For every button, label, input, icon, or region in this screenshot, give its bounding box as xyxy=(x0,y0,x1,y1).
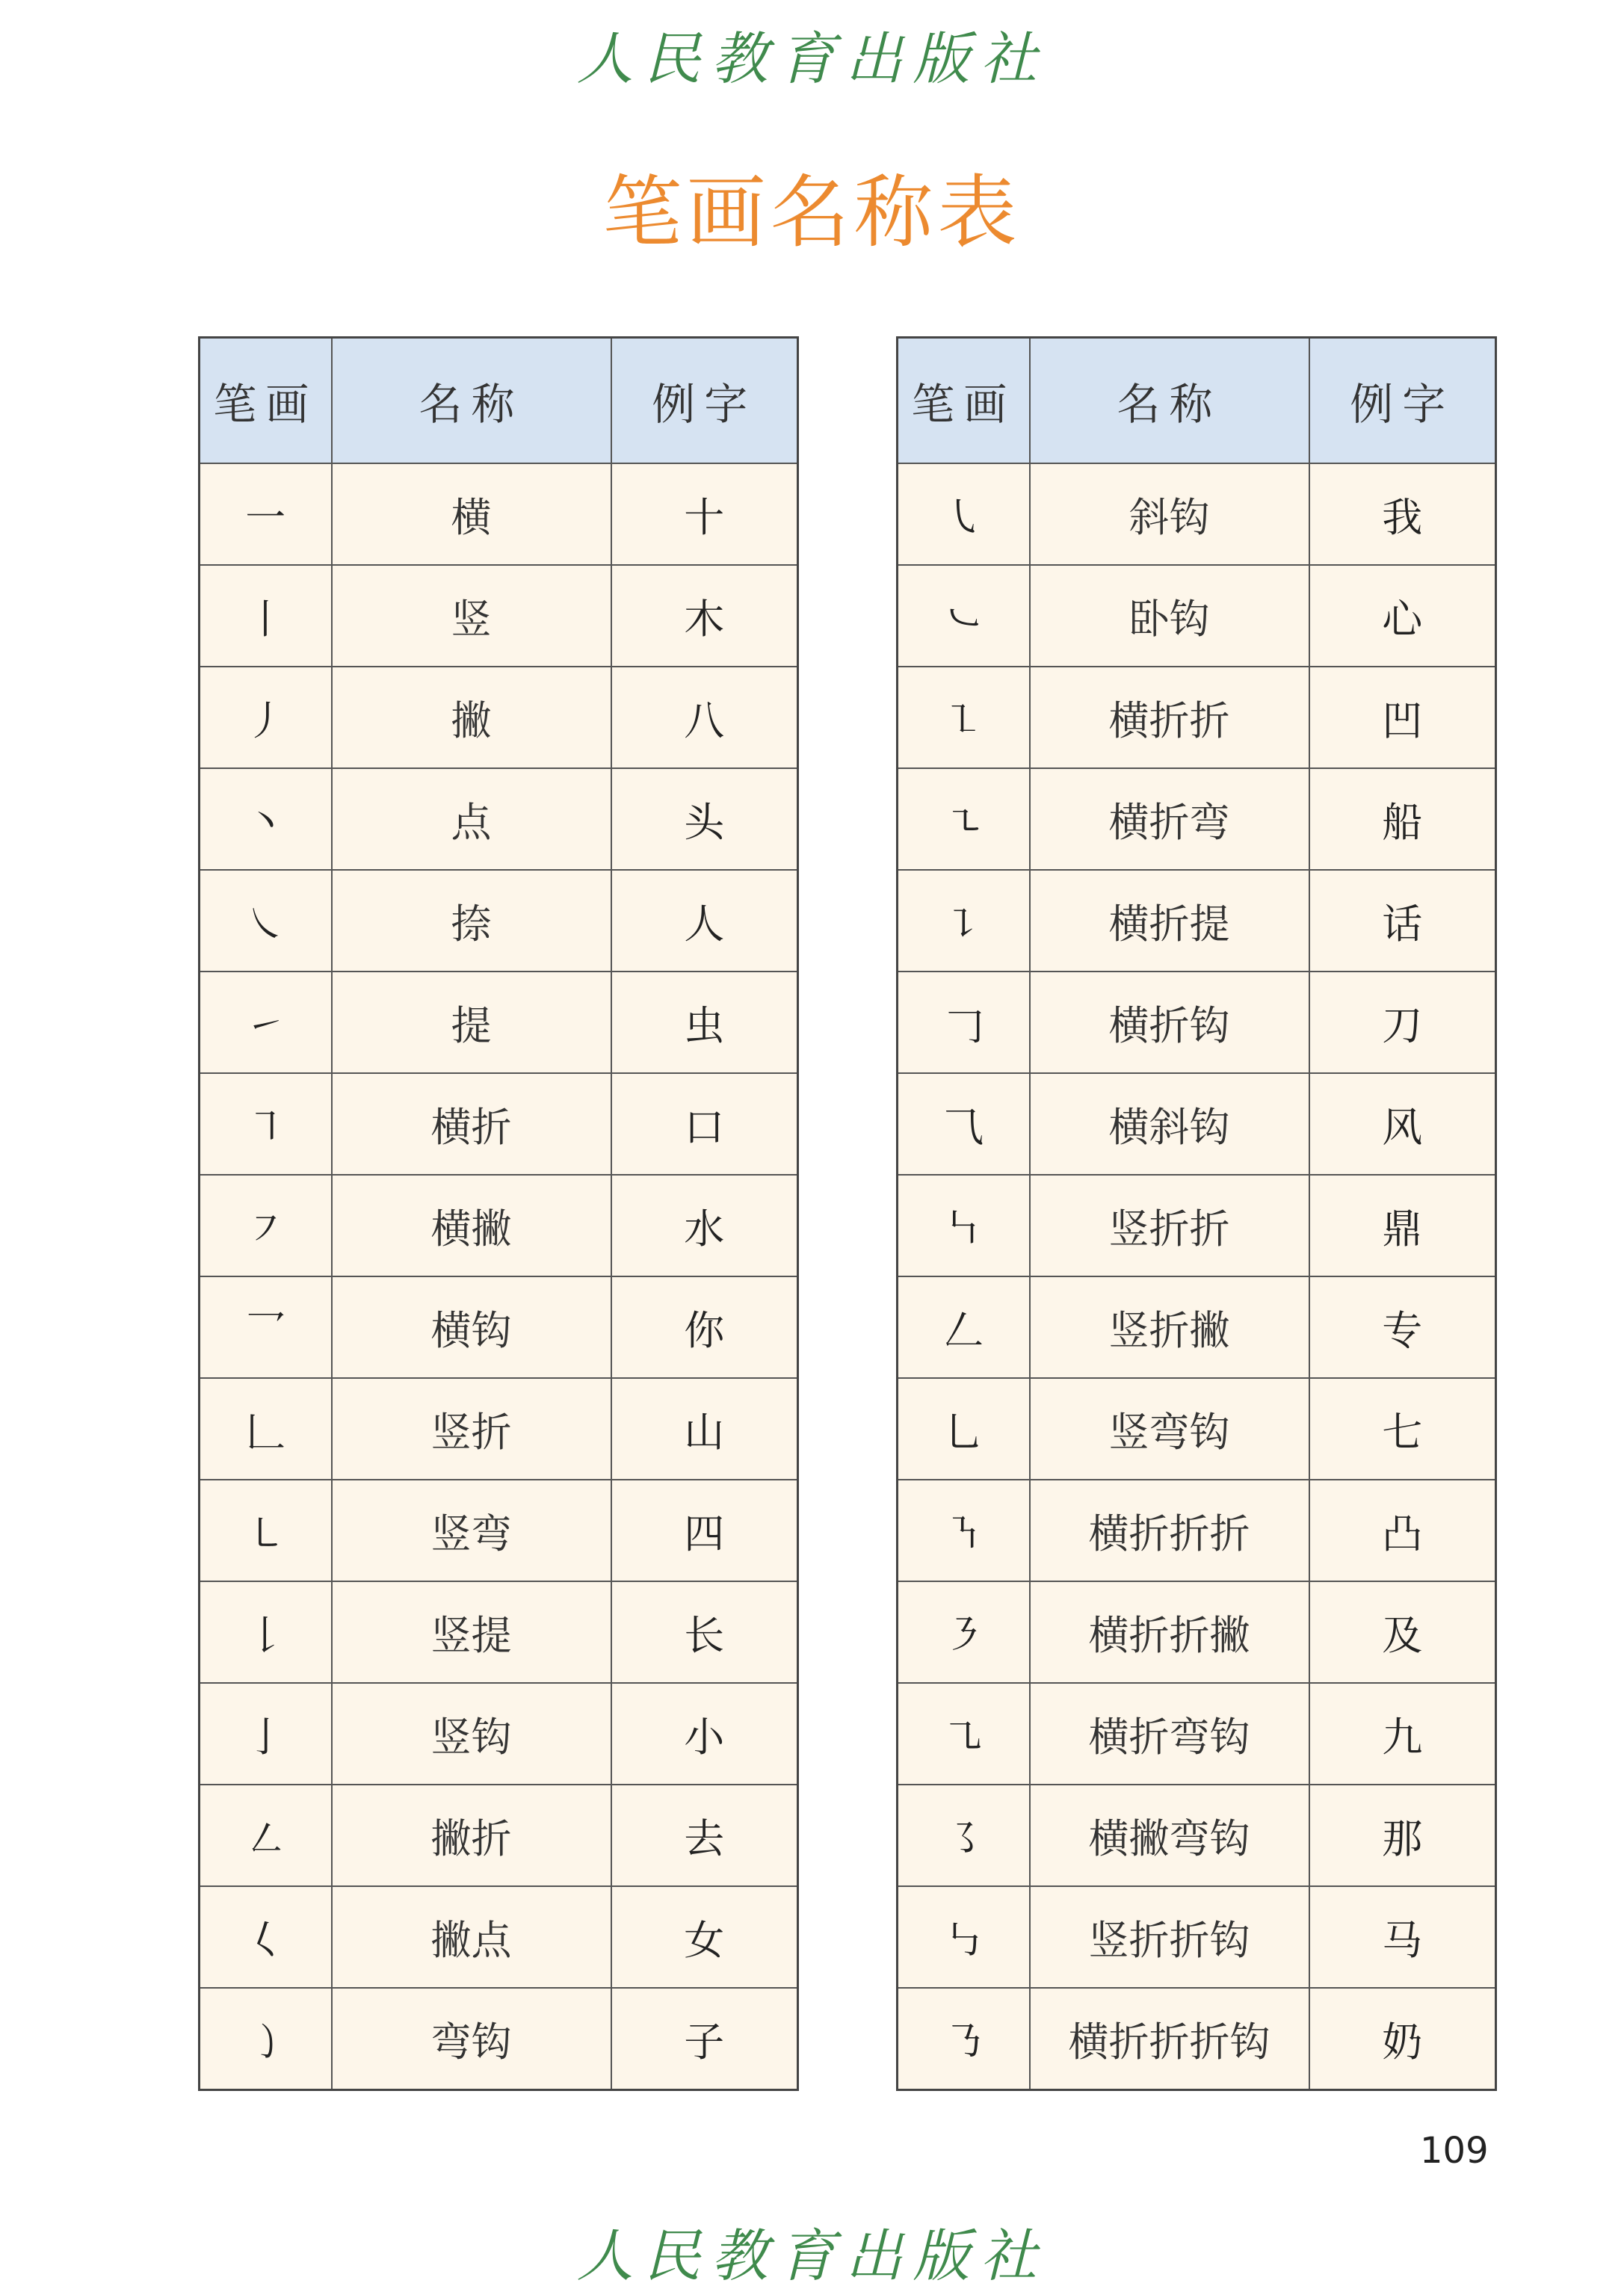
stroke-name-cell: 弯钩 xyxy=(332,1988,611,2090)
stroke-name-cell: 竖弯钩 xyxy=(1030,1378,1309,1480)
stroke-name-cell: 竖折 xyxy=(332,1378,611,1480)
table-row xyxy=(898,565,1496,667)
stroke-cell: ㇀ xyxy=(200,972,332,1073)
stroke-name-cell: 横 xyxy=(332,463,611,565)
table-row xyxy=(898,1988,1496,2090)
stroke-cell: ㇞ xyxy=(898,1175,1030,1276)
example-char-cell: 七 xyxy=(1309,1378,1496,1480)
stroke-cell: ㇊ xyxy=(898,870,1030,972)
table-row xyxy=(898,1276,1496,1378)
stroke-name-cell: 竖提 xyxy=(332,1581,611,1683)
stroke-cell: ㇜ xyxy=(200,1785,332,1886)
stroke-name-cell: 横折折折钩 xyxy=(1030,1988,1309,2090)
stroke-cell: 丨 xyxy=(200,565,332,667)
table-row xyxy=(898,870,1496,972)
stroke-cell: ㇄ xyxy=(200,1480,332,1581)
stroke-name-cell: 捺 xyxy=(332,870,611,972)
example-char-cell: 去 xyxy=(611,1785,798,1886)
example-char-cell: 及 xyxy=(1309,1581,1496,1683)
table-row xyxy=(898,1785,1496,1886)
example-char-cell: 虫 xyxy=(611,972,798,1073)
example-char-cell: 话 xyxy=(1309,870,1496,972)
stroke-cell: ㇉ xyxy=(898,1886,1030,1988)
example-char-cell: 船 xyxy=(1309,768,1496,870)
table-row xyxy=(200,463,798,565)
stroke-name-cell: 斜钩 xyxy=(1030,463,1309,565)
stroke-name-cell: 横折折撇 xyxy=(1030,1581,1309,1683)
stroke-name-cell: 卧钩 xyxy=(1030,565,1309,667)
example-char-cell: 风 xyxy=(1309,1073,1496,1175)
stroke-name-cell: 横折 xyxy=(332,1073,611,1175)
page-number: 109 xyxy=(1420,2130,1489,2172)
example-char-cell: 我 xyxy=(1309,463,1496,565)
stroke-cell: 丿 xyxy=(200,667,332,768)
stroke-name-cell: 竖折折钩 xyxy=(1030,1886,1309,1988)
table-row xyxy=(200,870,798,972)
table-row xyxy=(200,1886,798,1988)
stroke-cell: ㇌ xyxy=(898,1785,1030,1886)
stroke-name-cell: 横折钩 xyxy=(1030,972,1309,1073)
table-row xyxy=(898,463,1496,565)
table-row xyxy=(200,667,798,768)
stroke-name-cell: 竖折折 xyxy=(1030,1175,1309,1276)
stroke-cell: ㇁ xyxy=(200,1988,332,2090)
stroke-cell: ㇅ xyxy=(898,667,1030,768)
stroke-cell: 𠄌 xyxy=(200,1581,332,1683)
example-char-cell: 长 xyxy=(611,1581,798,1683)
stroke-cell: ㇃ xyxy=(898,565,1030,667)
table-row xyxy=(200,1276,798,1378)
example-char-cell: 木 xyxy=(611,565,798,667)
table-row xyxy=(898,1480,1496,1581)
stroke-name-cell: 竖 xyxy=(332,565,611,667)
stroke-name-cell: 撇点 xyxy=(332,1886,611,1988)
stroke-cell: ㇈ xyxy=(898,1683,1030,1785)
stroke-table-right-body xyxy=(898,463,1496,2090)
table-row xyxy=(200,1378,798,1480)
stroke-table-left xyxy=(198,336,799,2091)
publisher-logo-bottom: 人民教育出版社 xyxy=(576,2223,1048,2289)
table-row xyxy=(898,667,1496,768)
table-header-row xyxy=(898,338,1496,464)
stroke-cell: ㇂ xyxy=(898,463,1030,565)
table-row xyxy=(200,768,798,870)
example-char-cell: 子 xyxy=(611,1988,798,2090)
stroke-cell: 乛 xyxy=(200,1276,332,1378)
page-title: 笔画名称表 xyxy=(602,167,1022,259)
stroke-table-left-body xyxy=(200,463,798,2090)
stroke-cell: ㇕ xyxy=(200,1073,332,1175)
table-row xyxy=(200,972,798,1073)
stroke-cell: 一 xyxy=(200,463,332,565)
stroke-name-cell: 横折提 xyxy=(1030,870,1309,972)
example-char-cell: 你 xyxy=(611,1276,798,1378)
table-row xyxy=(200,1581,798,1683)
table-row xyxy=(898,1581,1496,1683)
table-row xyxy=(200,1175,798,1276)
table-row xyxy=(898,1886,1496,1988)
stroke-name-cell: 横折折折 xyxy=(1030,1480,1309,1581)
example-char-cell: 那 xyxy=(1309,1785,1496,1886)
example-char-cell: 头 xyxy=(611,768,798,870)
example-char-cell: 八 xyxy=(611,667,798,768)
stroke-cell: 𠃊 xyxy=(200,1378,332,1480)
example-char-cell: 四 xyxy=(611,1480,798,1581)
stroke-cell: 丶 xyxy=(200,768,332,870)
example-char-cell: 专 xyxy=(1309,1276,1496,1378)
stroke-name-cell: 横斜钩 xyxy=(1030,1073,1309,1175)
stroke-name-cell: 横撇弯钩 xyxy=(1030,1785,1309,1886)
example-char-cell: 山 xyxy=(611,1378,798,1480)
stroke-name-cell: 横折折 xyxy=(1030,667,1309,768)
example-char-cell: 九 xyxy=(1309,1683,1496,1785)
header-name: 名称 xyxy=(1030,338,1309,464)
table-row xyxy=(200,1988,798,2090)
example-char-cell: 口 xyxy=(611,1073,798,1175)
table-row xyxy=(898,972,1496,1073)
stroke-name-cell: 竖弯 xyxy=(332,1480,611,1581)
stroke-name-cell: 竖折撇 xyxy=(1030,1276,1309,1378)
table-header-row xyxy=(200,338,798,464)
example-char-cell: 马 xyxy=(1309,1886,1496,1988)
header-name: 名称 xyxy=(332,338,611,464)
example-char-cell: 心 xyxy=(1309,565,1496,667)
stroke-cell: 𠃋 xyxy=(898,1276,1030,1378)
example-char-cell: 刀 xyxy=(1309,972,1496,1073)
stroke-cell: 亅 xyxy=(200,1683,332,1785)
stroke-cell: ㇇ xyxy=(200,1175,332,1276)
stroke-cell: ㇎ xyxy=(898,1480,1030,1581)
table-row xyxy=(898,768,1496,870)
stroke-cell: 乚 xyxy=(898,1378,1030,1480)
example-char-cell: 十 xyxy=(611,463,798,565)
header-stroke: 笔画 xyxy=(200,338,332,464)
example-char-cell: 人 xyxy=(611,870,798,972)
stroke-cell: ㇏ xyxy=(200,870,332,972)
example-char-cell: 水 xyxy=(611,1175,798,1276)
header-example: 例字 xyxy=(1309,338,1496,464)
publisher-logo-top: 人民教育出版社 xyxy=(576,25,1048,92)
table-row xyxy=(200,1480,798,1581)
header-example: 例字 xyxy=(611,338,798,464)
table-row xyxy=(200,1073,798,1175)
stroke-cell: ⺄ xyxy=(898,1073,1030,1175)
example-char-cell: 奶 xyxy=(1309,1988,1496,2090)
stroke-name-cell: 撇折 xyxy=(332,1785,611,1886)
stroke-name-cell: 横折弯 xyxy=(1030,768,1309,870)
table-row xyxy=(200,1683,798,1785)
example-char-cell: 凸 xyxy=(1309,1480,1496,1581)
stroke-cell: ㇡ xyxy=(898,1988,1030,2090)
stroke-name-cell: 提 xyxy=(332,972,611,1073)
table-row xyxy=(200,565,798,667)
stroke-name-cell: 横撇 xyxy=(332,1175,611,1276)
header-stroke: 笔画 xyxy=(898,338,1030,464)
example-char-cell: 小 xyxy=(611,1683,798,1785)
table-row xyxy=(200,1785,798,1886)
table-row xyxy=(898,1175,1496,1276)
stroke-name-cell: 撇 xyxy=(332,667,611,768)
stroke-cell: 𡿨 xyxy=(200,1886,332,1988)
table-row xyxy=(898,1683,1496,1785)
stroke-name-cell: 点 xyxy=(332,768,611,870)
stroke-name-cell: 竖钩 xyxy=(332,1683,611,1785)
stroke-name-cell: 横折弯钩 xyxy=(1030,1683,1309,1785)
example-char-cell: 鼎 xyxy=(1309,1175,1496,1276)
stroke-cell: 𠃌 xyxy=(898,972,1030,1073)
table-row xyxy=(898,1378,1496,1480)
table-row xyxy=(898,1073,1496,1175)
stroke-name-cell: 横钩 xyxy=(332,1276,611,1378)
stroke-table-right xyxy=(896,336,1497,2091)
example-char-cell: 女 xyxy=(611,1886,798,1988)
example-char-cell: 凹 xyxy=(1309,667,1496,768)
stroke-cell: ㇋ xyxy=(898,1581,1030,1683)
stroke-cell: ㇍ xyxy=(898,768,1030,870)
